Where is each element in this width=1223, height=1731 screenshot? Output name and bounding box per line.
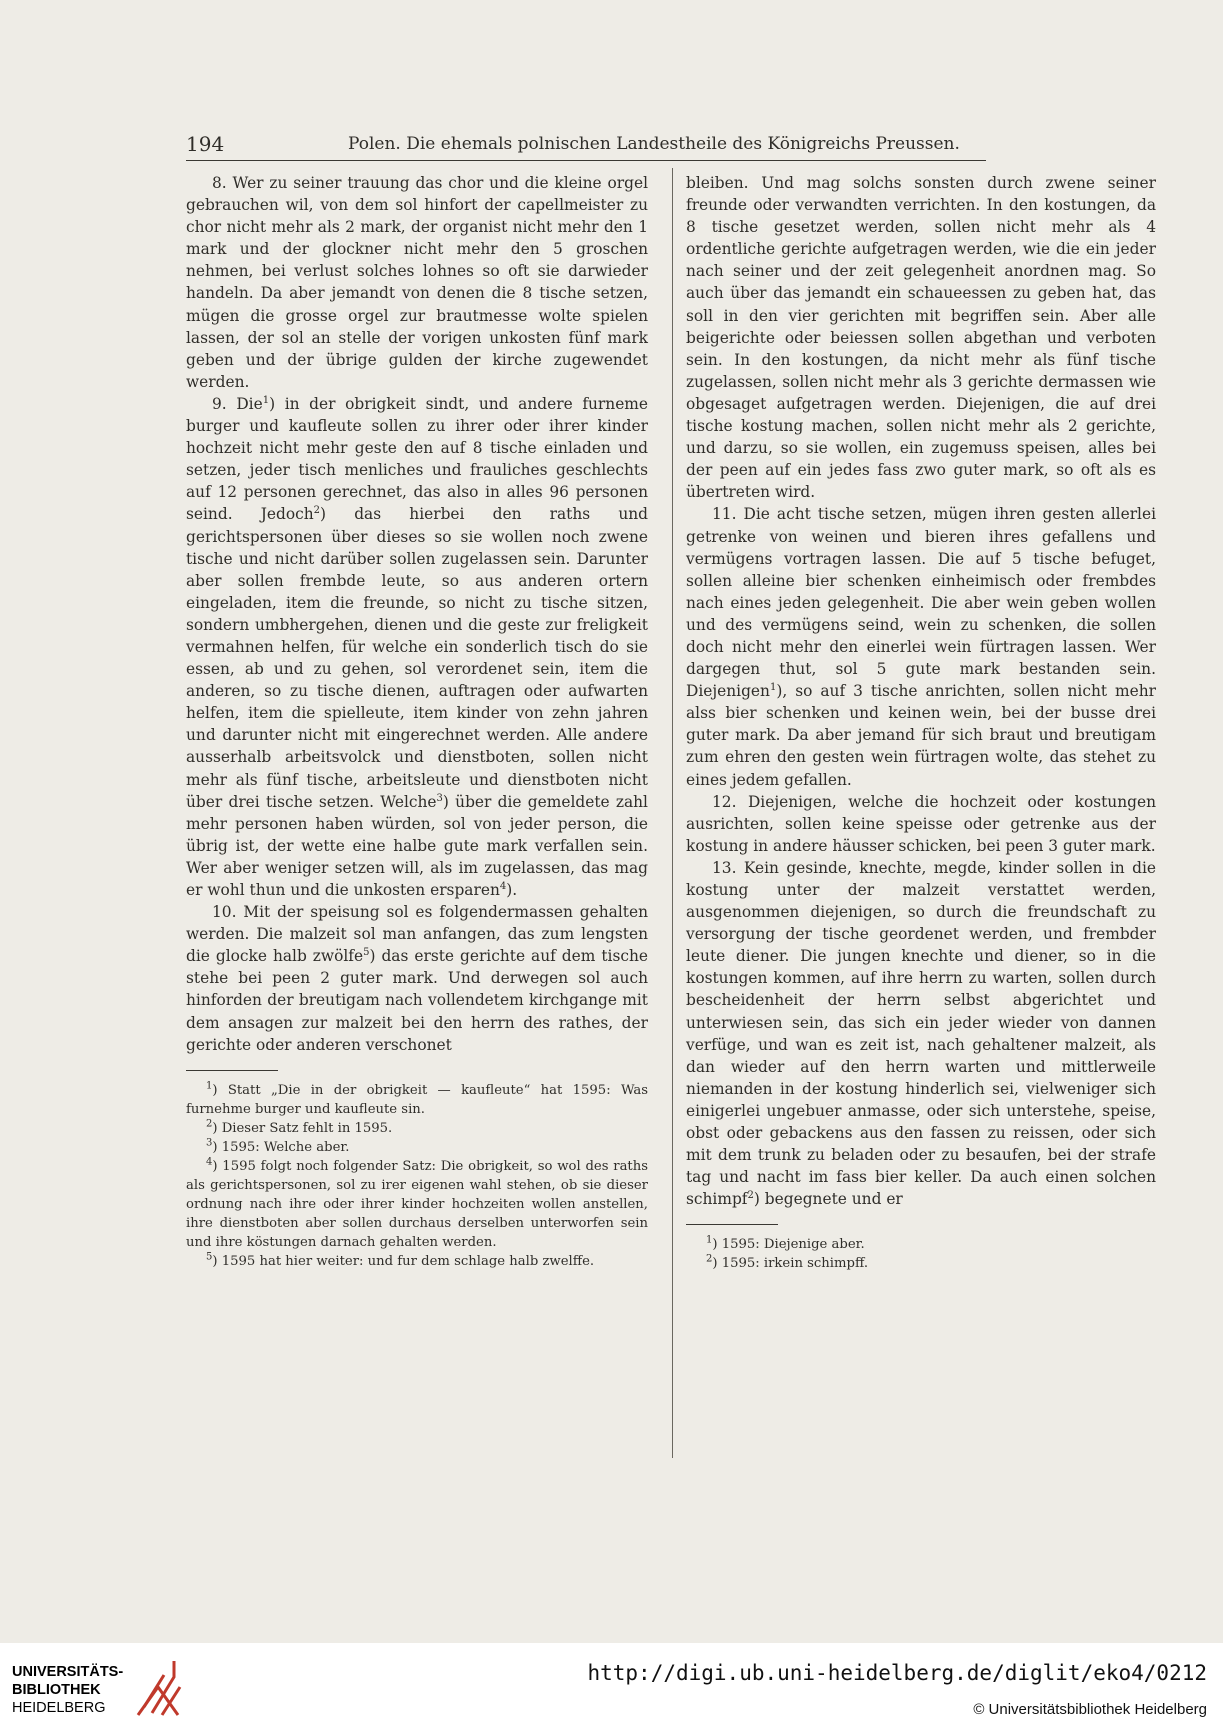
footnotes-left bbox=[186, 1081, 648, 1271]
paragraph-8: 8. Wer zu seiner trauung das chor und die kleine orgel gebrauchen wil, von dem sol hinfort der capellmeister zu chor nicht mehr als 2 mark, der organist nicht mehr den 1 mark und der glockner nicht mehr den 5 groschen nehmen, bei verlust solches lohnes so oft sie darwieder handeln. Da aber jemandt von denen die 8 tische setzen, mügen die grosse orgel zur brautmesse wolte spielen lassen, der sol an stelle der vorigen unkosten fünf mark geben und der übrige gulden der kirche zugewendet werden. bbox=[186, 174, 648, 391]
footnote: $^1$) Statt „Die in der obrigkeit — kaufleute“ hat 1595: Was furnehme burger und kaufleute sin. bbox=[186, 1080, 648, 1117]
copyright-notice: © Universitätsbibliothek Heidelberg bbox=[973, 1701, 1207, 1718]
footnote-ref: 2 bbox=[747, 1190, 754, 1202]
page-number: 194 bbox=[186, 132, 225, 156]
logo-text-line3: HEIDELBERG bbox=[12, 1700, 106, 1716]
permalink-url[interactable]: http://digi.ub.uni-heidelberg.de/diglit/eko4/0212 bbox=[587, 1661, 1207, 1685]
footnote: $^3$) 1595: Welche aber. bbox=[206, 1137, 350, 1155]
footnote: $^5$) 1595 hat hier weiter: und fur dem schlage halb zwelffe. bbox=[206, 1251, 595, 1269]
paragraph-12: 12. Diejenigen, welche die hochzeit oder kostungen ausrichten, sollen keine speisse oder getrenke aus der kostung in andere häusser schicken, bei peen 3 guter mark. bbox=[686, 792, 1156, 855]
library-emblem-icon bbox=[134, 1657, 182, 1719]
logo-text-line2: BIBLIOTHEK bbox=[12, 1682, 101, 1698]
paragraph-10: 10. Mit der speisung sol es folgendermassen gehalten werden. Die malzeit sol man anfangen, das zum lengsten die glocke halb zwölfe$^5$) das erste gerichte auf dem tische stehe bei peen 2 guter mark. Und derwegen sol auch hinforden der breutigam nach vollendetem kirchgange mit dem ansagen zur malzeit bei den herrn des rathes, der gerichte oder anderen verschonet bbox=[186, 903, 648, 1054]
footnotes-right bbox=[686, 1235, 1156, 1273]
footnote: $^2$) Dieser Satz fehlt in 1595. bbox=[206, 1118, 393, 1136]
footnote: $^2$) 1595: irkein schimpff. bbox=[706, 1254, 869, 1272]
footnote-ref: 2 bbox=[313, 505, 321, 517]
footnote-ref: 5 bbox=[363, 947, 370, 959]
footnote-separator bbox=[686, 1224, 778, 1225]
paragraph-9: 9. Die$^1$) in der obrigkeit sindt, und andere furneme burger und kaufleute sollen zu ihrer oder ihrer kinder hochzeit nicht mehr geste den auf 8 tische einladen und setzen, jeder tisch menliches und frauliches geschlechts auf 12 personen gerechnet, das also in alles 96 personen seind. Jedoch$^2$) das hierbei den raths und gerichtspersonen über dieses so sie wollen noch zwene tische und nicht darüber sollen zugelassen sein. Darunter aber sollen frembde leute, so aus anderen ortern eingeladen, item die freunde, so nicht zu tische sitzen, sondern umbhergehen, dienen und die geste zur freligkeit vermahnen helfen, für welche ein sonderlich tisch do sie essen, ab und zu gehen, sol verordenet sein, item die anderen, so zu tische dienen, auftragen oder aufwarten helfen, item die spielleute, item kinder von zehn jahren und darunter nicht mit eingerechnet werden. Alle andere ausserhalb arbeitsvolck und dienstboten, sollen nicht mehr als fünf tische, arbeitsleute und dienstboten nicht über drei tische setzen. Welche$^3$) über die gemeldete zahl mehr personen haben würden, sol von jeder person, die übrig ist, der wette eine halbe gute mark verfallen sein. Wer aber weniger setzen will, als im zugelassen, das mag er wohl thun und die unkosten ersparen$^4$). bbox=[186, 394, 649, 899]
logo-text-line1: UNIVERSITÄTS- bbox=[12, 1664, 124, 1680]
footnote: $^1$) 1595: Diejenige aber. bbox=[706, 1235, 865, 1253]
header-rule bbox=[186, 160, 986, 161]
footnote-ref: 1 bbox=[769, 682, 777, 694]
paragraph-continuation: bleiben. Und mag solchs sonsten durch zwene seiner freunde oder verwandten verrichten. In den kostungen, da 8 tische gesetzet werden, sollen nicht mehr als 4 ordentliche gerichte aufgetragen werden, wie die ein jeder nach seiner und der zeit gelegenheit anordnen mag. So auch über das jemandt ein schaueessen zu geben hat, das soll in den vier gerichten mit begriffen sein. Aber alle beigerichte oder beiessen sollen abgethan und verboten sein. In den kostungen, da nicht mehr als fünf tische zugelassen, sollen nicht mehr als 3 gerichte dermassen wie obgesaget aufgetragen werden. Diejenigen, die auf drei tische kostung machen, sollen nicht mehr als 2 gerichte, und darzu, so sie wollen, ein zugemuss speisen, alles bei der peen auf ein jedes fass zwo guter mark, so oft als es übertreten wird. bbox=[686, 174, 1156, 502]
footnote-separator bbox=[186, 1070, 278, 1071]
right-column bbox=[686, 172, 1156, 1273]
left-column bbox=[186, 172, 648, 1271]
running-head: Polen. Die ehemals polnischen Landestheile des Königreichs Preussen. bbox=[348, 134, 960, 154]
paragraph-11: 11. Die acht tische setzen, mügen ihren gesten allerlei getrenke von weinen und bieren ihres gefallens und vermügens vortragen lassen. Die auf 5 tische befuget, sollen alleine bier schenken einheimisch oder frembdes nach eines jeden gelegenheit. Die aber wein geben wollen und des vermügens seind, wein zu schenken, die sollen doch nicht mehr den einerlei wein fürtragen lassen. Wer dargegen thut, sol 5 gute mark bestanden sein. Diejenigen$^1$), so auf 3 tische anrichten, sollen nicht mehr alss bier schenken und keinen wein, bei der busse drei guter mark. Da aber jemand für sich braut und breutigam zum ehren den gesten wein fürtragen wolte, das stehet zu eines jedem gefallen. bbox=[686, 505, 1156, 789]
footnote: $^4$) 1595 folgt noch folgender Satz: Die obrigkeit, so wol des raths als gerichtspersonen, sol zu irer eigenen wahl stehen, ob sie dieser ordnung nach ihre oder ihrer kinder hochzeiten wollen anstellen, ihre dienstboten aber sollen durchaus derselben unterworfen sein und ihre köstungen darnach gehalten werden. bbox=[186, 1156, 648, 1250]
footnote-ref: 1 bbox=[262, 394, 270, 406]
footnote-ref: 4 bbox=[499, 880, 507, 892]
paragraph-13: 13. Kein gesinde, knechte, megde, kinder sollen in die kostung unter der malzeit verstattet werden, ausgenommen diejenigen, so durch die freundschaft zu versorgung der tische geordenet werden, und frembder leute diener. Die jungen knechte und diener, so in die kostungen kommen, auf ihre herrn zu warten, sollen durch bescheidenheit der herrn selbst abgerichtet und unterwiesen sein, das sich ein jeder wieder von dannen verfüge, und wan es zeit ist, nach gehaltener malzeit, als dan wieder auf den herrn warten und mittlerweile niemanden in der kostung hinderlich sei, vielweniger sich einigerlei ungebuer anmasse, oder sich unterstehe, speise, obst oder gebackens aus den fassen zu reissen, oder sich mit dem trunk zu beladen oder zu besaufen, bei der strafe tag und nacht im fass bier keller. Da auch einen solchen schimpf$^2$) begegnete und er bbox=[686, 858, 1156, 1209]
footnote-ref: 3 bbox=[436, 792, 443, 804]
viewer-footer bbox=[0, 1643, 1223, 1731]
library-logo[interactable] bbox=[12, 1655, 202, 1723]
column-divider bbox=[672, 168, 673, 1458]
